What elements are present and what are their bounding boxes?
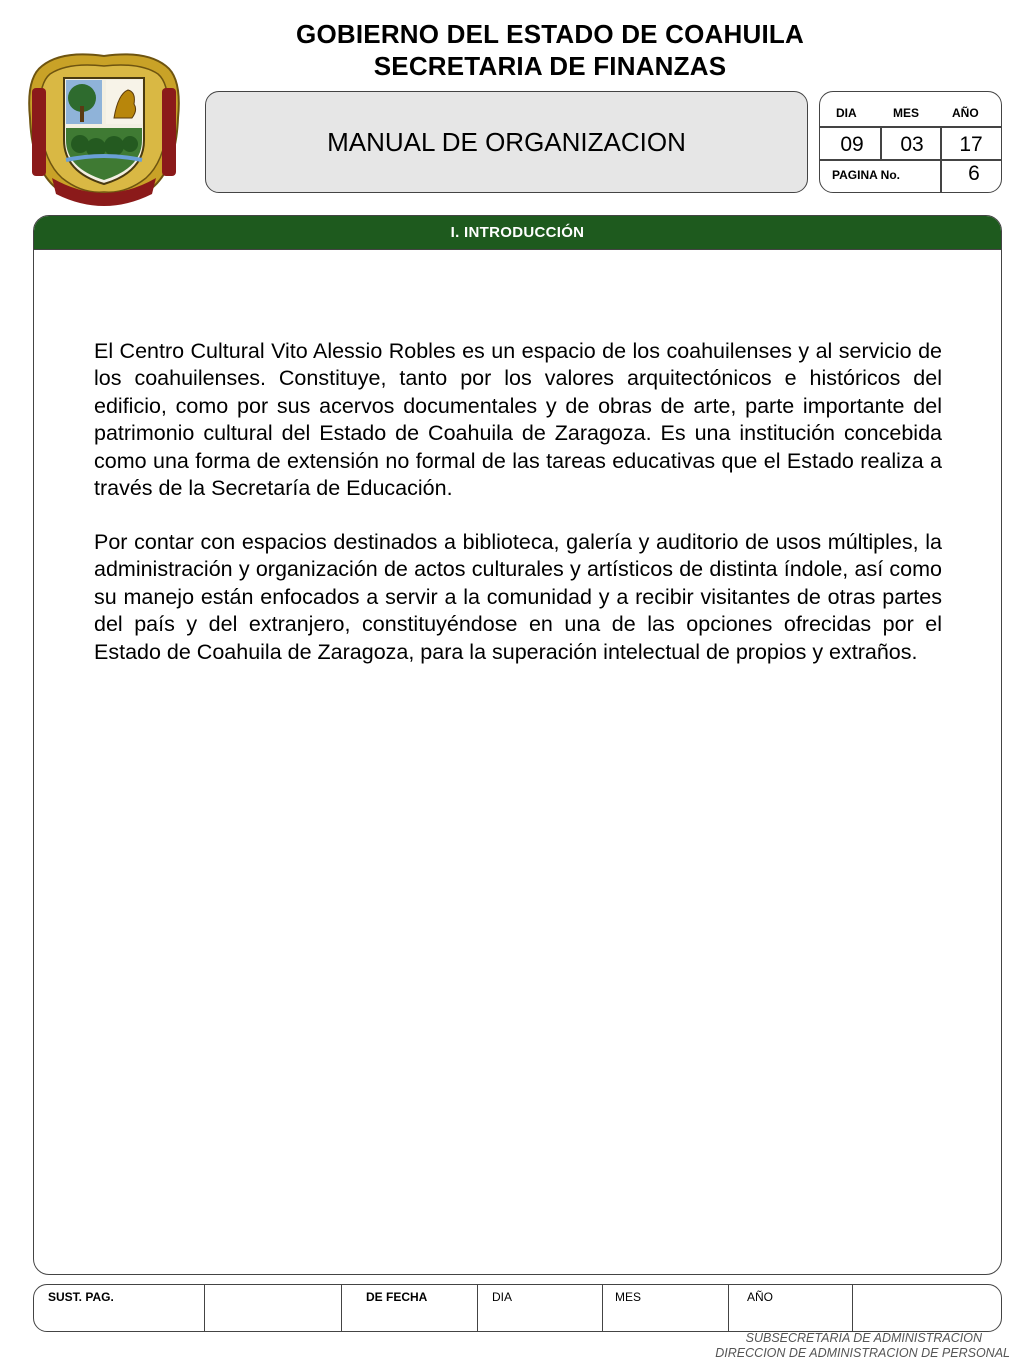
year-value: 17 [959, 133, 983, 156]
footer-cell-de-fecha [342, 1285, 478, 1331]
footer-cell-sust-pag [34, 1285, 205, 1331]
date-row-top-line [820, 126, 1001, 128]
manual-title: MANUAL DE ORGANIZACION [327, 126, 686, 157]
day-label: DIA [836, 106, 857, 120]
de-fecha-label: DE FECHA [366, 1290, 428, 1304]
page-number-label: PAGINA No. [832, 168, 900, 182]
date-divider-1 [880, 126, 882, 159]
section-title: I. INTRODUCCIÓN [450, 224, 585, 241]
content-panel [33, 215, 1002, 1275]
coat-of-arms-logo [22, 48, 186, 208]
month-label: MES [893, 106, 920, 120]
footer-cell-ano [729, 1285, 853, 1331]
manual-title-box [205, 91, 808, 193]
credit-direccion: DIRECCION DE ADMINISTRACION DE PERSONAL [715, 1346, 1010, 1360]
footer-dia-label: DIA [492, 1290, 513, 1304]
date-box [819, 91, 1002, 193]
footer-cell-dia [478, 1285, 603, 1331]
page-number-value: 6 [968, 162, 980, 185]
government-title: GOBIERNO DEL ESTADO DE COAHUILA [296, 19, 804, 49]
intro-paragraph-1: El Centro Cultural Vito Alessio Robles es un espacio de los coahuilenses y al servicio de los coahuilenses. Constituye, tanto por los valores arquitectónicos e históricos del edificio, como por sus acervos documentales y de obras de arte, parte importante del patrimonio cultural del Estado de Coahuila de Zaragoza. Es una institución concebida como una forma de extensión no formal de las tareas educativas que el Estado realiza a través de la Secretaría de Educación. [94, 339, 942, 501]
intro-paragraph-2: Por contar con espacios destinados a biblioteca, galería y auditorio de usos múltiples, la administración y organización de actos culturales y artísticos de distinta índole, así como su manejo están enfocados a servir a la comunidad y a recibir visitantes de otras partes del país y del extranjero, constituyéndose en una de las opciones ofrecidas por el Estado de Coahuila de Zaragoza, para la superación intelectual de propios y extraños. [94, 530, 942, 664]
footer-substitution-table [33, 1284, 1002, 1332]
credit-subsecretaria: SUBSECRETARIA DE ADMINISTRACION [745, 1331, 982, 1345]
day-value: 09 [840, 133, 864, 156]
secretariat-title: SECRETARIA DE FINANZAS [373, 51, 727, 81]
year-label: AÑO [952, 106, 979, 120]
month-value: 03 [900, 133, 924, 156]
sust-pag-label: SUST. PAG. [48, 1290, 114, 1304]
footer-mes-label: MES [615, 1290, 642, 1304]
footer-cell-mes [603, 1285, 729, 1331]
footer-cell-blank [205, 1285, 342, 1331]
section-header-bar [34, 216, 1001, 250]
footer-ano-label: AÑO [747, 1290, 774, 1304]
